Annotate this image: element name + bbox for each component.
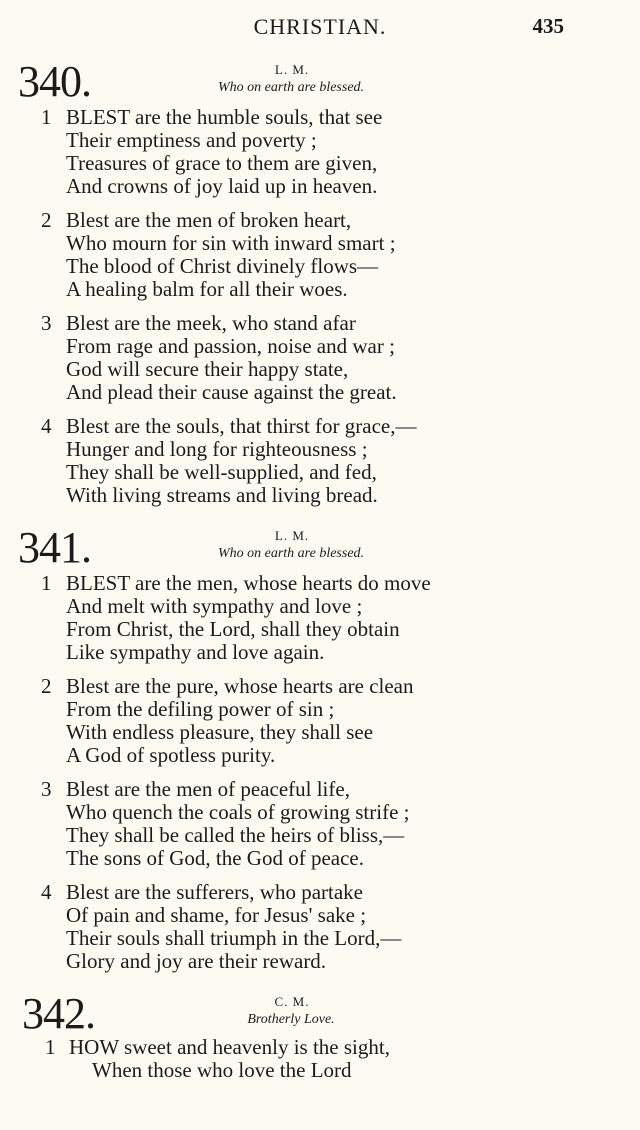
stanza-number: 1 <box>41 571 52 595</box>
verse-line: A God of spotless purity. <box>66 743 276 767</box>
running-head <box>0 14 640 44</box>
stanza <box>0 1036 640 1082</box>
verse-line: They shall be called the heirs of bliss,— <box>66 823 405 847</box>
stanza <box>0 415 640 507</box>
verse-line: Glory and joy are their reward. <box>66 949 327 973</box>
verse-line: God will secure their happy state, <box>66 357 349 381</box>
stanza-number: 3 <box>41 311 52 335</box>
stanzas <box>0 1036 640 1093</box>
stanza-number: 2 <box>41 208 52 232</box>
verse-line: Who quench the coals of growing strife ; <box>66 800 410 824</box>
stanzas <box>0 572 640 984</box>
hymn-number: 342. <box>22 989 95 1038</box>
verse-line: Blest are the men of peaceful life, <box>66 777 350 801</box>
verse-line: The blood of Christ divinely flows— <box>66 254 379 278</box>
hymnal-page: CHRISTIAN. 435 340. L. M. Who on earth are blessed. 1 BLEST are the humble souls, that see Their emptiness and poverty ; Treasures of grace to them are given, And crowns of joy laid up in heaven. 2 Blest are the men of broken heart, Who mourn for sin with inward smart ; The blood of Christ divinely flows— A healing balm for all their woes. 3 Blest are the meek, who stand afar From rage and passion, noise and war ; God will secure their happy state, And plead their cause against the great. 4 Blest are the souls, that thirst for grace,— Hunger and long for righteousness ; They shall be well-supplied, and fed, With living streams and living bread. 341. L. M. Who on earth are blessed. 1 BLEST are the men, whose hearts do move And melt with sympathy and love ; From Christ, the Lord, shall they obtain Like sympathy and love again. 2 Blest are the pure, whose hearts are clean From the defiling power of sin ; With endless pleasure, they shall see A God of spotless purity. 3 Blest are the men of peaceful life, Who quench the coals of growing strife ; They shall be called the heirs of bliss,— The sons of God, the God of peace. 4 Blest are the sufferers, who partake Of pain and shame, for Jesus' sake ; Their souls shall triumph in the Lord,— Glory and joy are their reward. 342. C. M. Brotherly Love. 1 HOW sweet and heavenly is the sight, When those who love the Lord <box>0 0 640 1130</box>
verse-line: With living streams and living bread. <box>66 483 378 507</box>
verse-line: Like sympathy and love again. <box>66 640 325 664</box>
stanza <box>0 209 640 301</box>
stanza <box>0 106 640 198</box>
verse-line: Of pain and shame, for Jesus' sake ; <box>66 903 367 927</box>
verse-line: Hunger and long for righteousness ; <box>66 437 368 461</box>
verse-line: Blest are the souls, that thirst for grace,— <box>66 414 417 438</box>
verse-line: And melt with sympathy and love ; <box>66 594 363 618</box>
verse-line: Treasures of grace to them are given, <box>66 151 378 175</box>
verse-line: Blest are the pure, whose hearts are clean <box>66 674 414 698</box>
verse-line: Their emptiness and poverty ; <box>66 128 317 152</box>
verse-line: And plead their cause against the great. <box>66 380 397 404</box>
verse-line: Their souls shall triumph in the Lord,— <box>66 926 402 950</box>
verse-line: HOW sweet and heavenly is the sight, <box>69 1035 390 1059</box>
verse-line: And crowns of joy laid up in heaven. <box>66 174 378 198</box>
verse-line: Blest are the sufferers, who partake <box>66 880 363 904</box>
verse-line: The sons of God, the God of peace. <box>66 846 364 870</box>
stanza <box>0 778 640 870</box>
hymn-number: 340. <box>18 57 91 106</box>
stanza-number: 2 <box>41 674 52 698</box>
verse-line: When those who love the Lord <box>92 1058 352 1082</box>
stanza <box>0 881 640 973</box>
verse-line: BLEST are the humble souls, that see <box>66 105 383 129</box>
stanza <box>0 675 640 767</box>
page-number: 435 <box>532 14 564 38</box>
stanza-number: 3 <box>41 777 52 801</box>
stanza <box>0 312 640 404</box>
verse-line: From rage and passion, noise and war ; <box>66 334 395 358</box>
verse-line: Blest are the men of broken heart, <box>66 208 352 232</box>
verse-line: From Christ, the Lord, shall they obtain <box>66 617 400 641</box>
running-title: CHRISTIAN. <box>253 14 387 39</box>
stanza-number: 1 <box>41 105 52 129</box>
stanza <box>0 572 640 664</box>
stanza-number: 4 <box>41 414 52 438</box>
verse-line: With endless pleasure, they shall see <box>66 720 374 744</box>
verse-line: Who mourn for sin with inward smart ; <box>66 231 396 255</box>
verse-line: BLEST are the men, whose hearts do move <box>66 571 431 595</box>
verse-line: From the defiling power of sin ; <box>66 697 335 721</box>
verse-line: A healing balm for all their woes. <box>66 277 348 301</box>
stanzas <box>0 106 640 518</box>
verse-line: Blest are the meek, who stand afar <box>66 311 356 335</box>
stanza-number: 4 <box>41 880 52 904</box>
hymn-number: 341. <box>18 523 91 572</box>
stanza-number: 1 <box>45 1035 56 1059</box>
verse-line: They shall be well-supplied, and fed, <box>66 460 377 484</box>
